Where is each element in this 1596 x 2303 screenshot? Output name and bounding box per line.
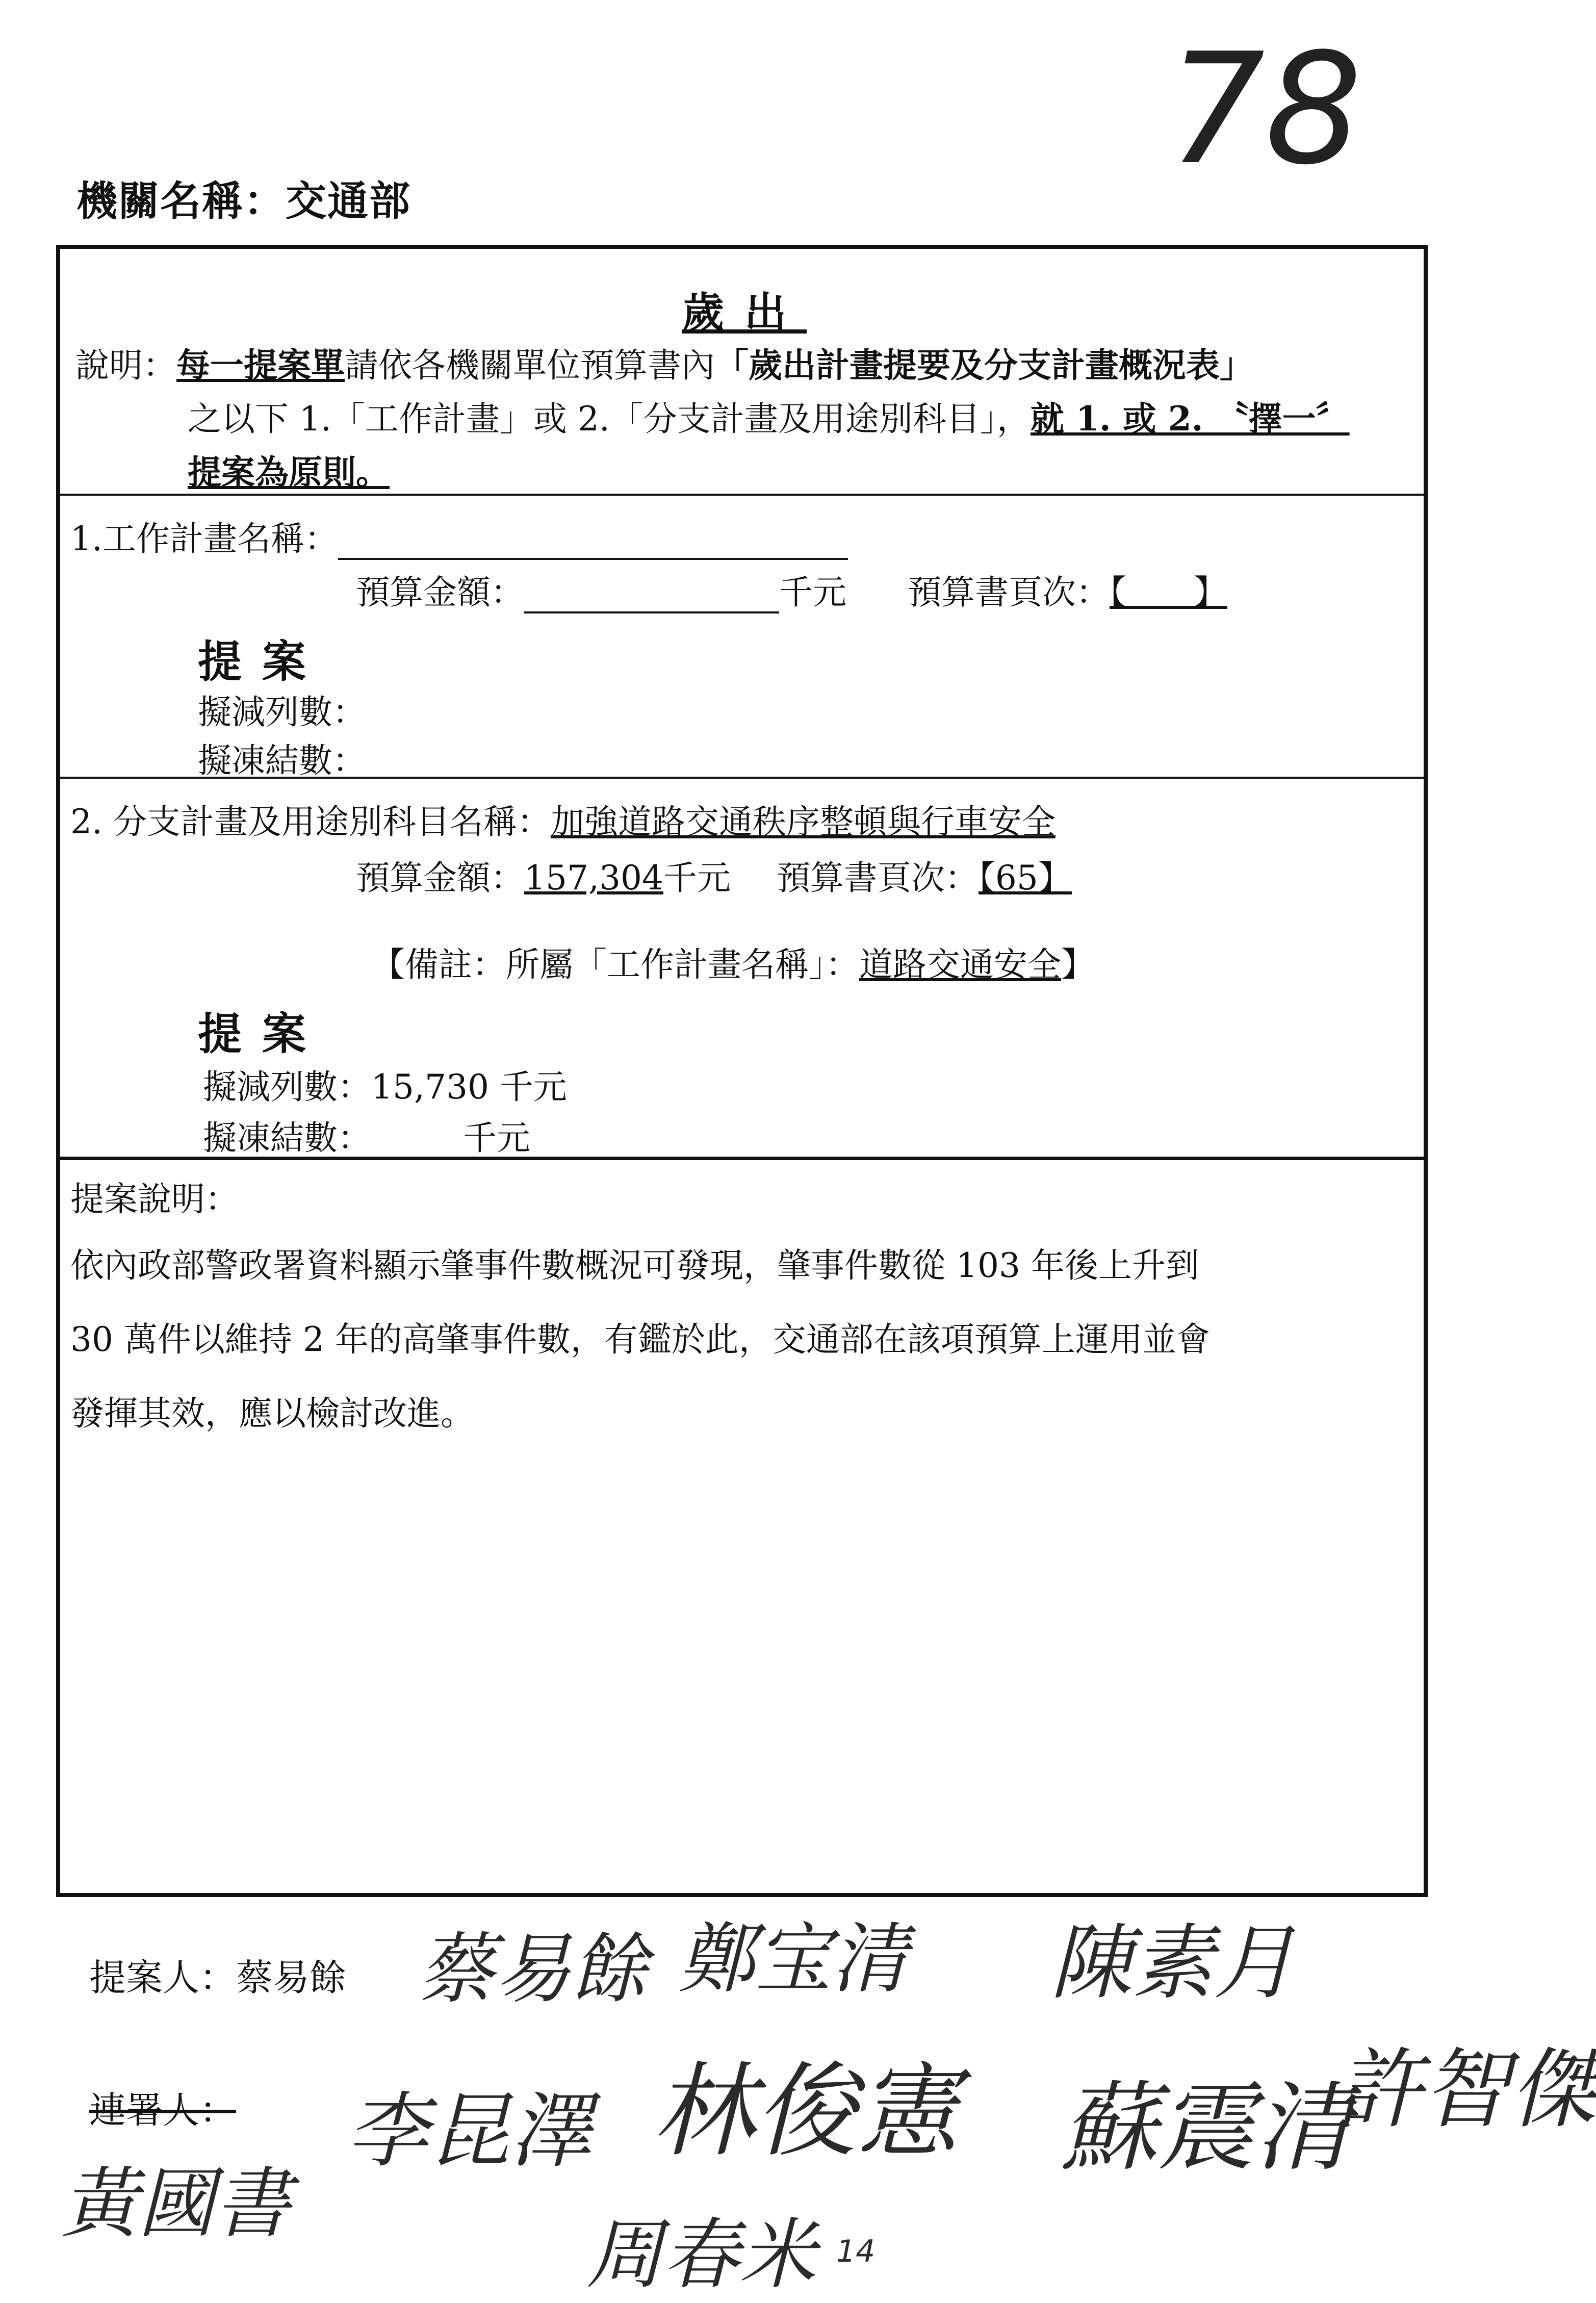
instructions-highlight-1: 每一提案單 bbox=[176, 345, 345, 385]
section1-reduce-label: 擬減列數： bbox=[198, 693, 366, 732]
instructions-label: 說明： bbox=[75, 346, 176, 385]
section2-reduce-row bbox=[203, 1060, 567, 1108]
section2-note-row bbox=[371, 937, 1095, 986]
agency-name: 機關名稱：交通部 bbox=[76, 177, 411, 225]
instructions-line-1 bbox=[75, 338, 1253, 387]
section2-reduce-value: 15,730 千元 bbox=[371, 1067, 567, 1107]
section2-budget-row bbox=[356, 851, 1072, 899]
section2-note-value: 道路交通安全 bbox=[859, 945, 1061, 984]
cosigner-signature: 黃國書 bbox=[61, 2160, 291, 2248]
cosigner-signature: 李昆澤 bbox=[347, 2083, 592, 2179]
section2-page-value: 【65】 bbox=[978, 858, 1072, 898]
section1-budget-label: 預算金額： bbox=[356, 573, 524, 612]
divider bbox=[60, 777, 1424, 779]
divider bbox=[60, 1157, 1424, 1160]
section2-budget-unit: 千元 bbox=[663, 858, 731, 898]
section1-freeze-row bbox=[198, 733, 366, 782]
proposer-signature: 鄭宝清 bbox=[678, 1915, 908, 2004]
instructions-text-2: 之以下 1.「工作計畫」或 2.「分支計畫及用途別科目」， bbox=[188, 399, 1031, 439]
explanation-line-2: 30 萬件以維持 2 年的高肇事件數，有鑑於此，交通部在該項預算上運用並會 bbox=[70, 1320, 1210, 1359]
section1-reduce-row bbox=[198, 685, 366, 733]
proposal-form bbox=[56, 245, 1428, 1897]
section1-page-value: 【 】 bbox=[1110, 573, 1227, 612]
cosigner-signature: 林俊憲 bbox=[653, 2052, 959, 2171]
section2-freeze-row bbox=[203, 1111, 530, 1159]
section2-name-row bbox=[70, 795, 1056, 843]
explanation-line-1: 依內政部警政署資料顯示肇事件數概況可發現，肇事件數從 103 年後上升到 bbox=[70, 1246, 1199, 1285]
section2-budget-value: 157,304 bbox=[524, 858, 663, 898]
cosigner-signature: 周春米 bbox=[586, 2211, 816, 2299]
section1-name-row bbox=[70, 511, 848, 560]
section1-freeze-label: 擬凍結數： bbox=[198, 741, 366, 780]
cosigner-label: 連署人： bbox=[89, 2089, 237, 2132]
divider bbox=[60, 494, 1424, 496]
proposer-signature: 蔡易餘 bbox=[418, 1925, 648, 2014]
section2-freeze-label: 擬凍結數： bbox=[203, 1118, 371, 1158]
section2-note-close: 】 bbox=[1061, 945, 1095, 984]
cosigner-signature: 蘇震清 bbox=[1061, 2071, 1352, 2184]
form-title: 歲出 bbox=[682, 288, 807, 337]
proposer-signature: 陳素月 bbox=[1050, 1915, 1296, 2010]
section1-page-label: 預算書頁次： bbox=[908, 573, 1110, 612]
section2-name-label: 2. 分支計畫及用途別科目名稱： bbox=[70, 802, 551, 841]
instructions-text-1: 請依各機關單位預算書內 bbox=[345, 346, 715, 385]
section2-reduce-label: 擬減列數： bbox=[203, 1067, 371, 1107]
handwritten-page-number: 78 bbox=[1168, 20, 1362, 198]
instructions-highlight-3: 就 1. 或 2. 〝擇一〞 bbox=[1030, 399, 1350, 439]
instructions-line-2 bbox=[188, 392, 1350, 440]
proposer-label: 提案人：蔡易餘 bbox=[89, 1956, 347, 1999]
section2-name-value: 加強道路交通秩序整頓與行車安全 bbox=[550, 802, 1056, 841]
section2-freeze-value: 千元 bbox=[463, 1118, 530, 1158]
section2-page-label: 預算書頁次： bbox=[776, 858, 979, 898]
section1-name-label: 1.工作計畫名稱： bbox=[70, 519, 338, 558]
section1-name-blank bbox=[338, 527, 848, 560]
explanation-line-3: 發揮其效，應以檢討改進。 bbox=[70, 1394, 474, 1433]
instructions-line-3: 提案為原則。 bbox=[188, 452, 390, 492]
section1-budget-blank bbox=[524, 581, 779, 613]
instructions-highlight-2: 「歲出計畫提要及分支計畫概況表」 bbox=[715, 345, 1253, 385]
section2-note-open: 【備註：所屬「工作計畫名稱」： bbox=[371, 945, 859, 984]
section1-proposal-header: 提案 bbox=[198, 636, 326, 687]
section2-budget-label: 預算金額： bbox=[356, 858, 524, 898]
section1-budget-row bbox=[356, 565, 1227, 613]
section1-budget-unit: 千元 bbox=[779, 573, 846, 612]
trailing-mark: 14 bbox=[836, 2234, 876, 2269]
explanation-label: 提案說明： bbox=[70, 1180, 239, 1219]
cosigner-signature: 許智傑 bbox=[1336, 2039, 1596, 2140]
section2-proposal-header: 提案 bbox=[198, 1008, 326, 1060]
